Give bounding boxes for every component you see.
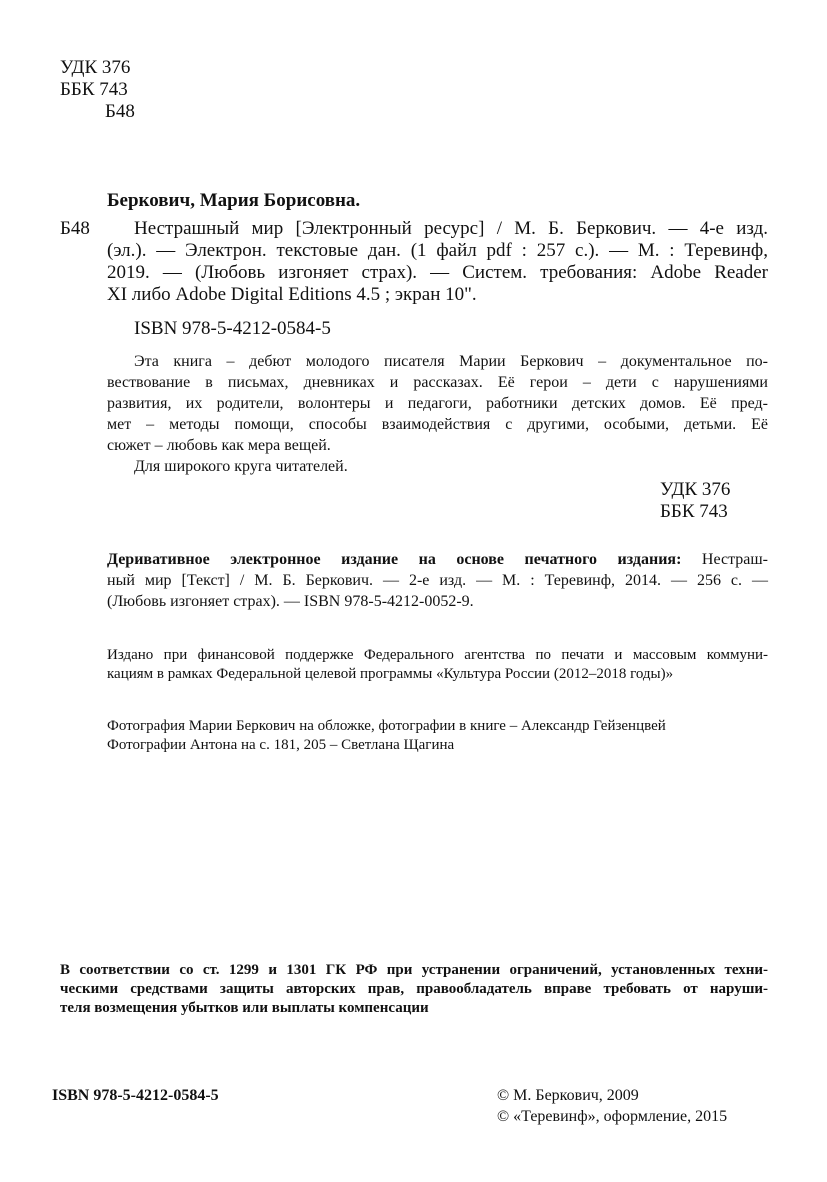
derivative-rest: Нестраш- — [681, 551, 769, 568]
annotation-line: сюжет – любовь как мера вещей. — [107, 437, 331, 454]
author-mark: Б48 — [105, 101, 135, 122]
bbk-code: ББК 743 — [60, 79, 128, 100]
record-mark: Б48 — [60, 218, 90, 239]
record-author: Беркович, Мария Борисовна. — [107, 190, 361, 211]
copyright-design: © «Теревинф», оформление, 2015 — [497, 1108, 728, 1125]
top-classification — [60, 57, 135, 123]
audience-note: Для широкого круга читателей. — [134, 458, 348, 475]
funding-line: кациям в рамках Федеральной целевой программы «Культура России (2012–2018 годы)» — [107, 666, 674, 682]
record-description — [107, 218, 768, 306]
annotation-line: Эта книга – дебют молодого писателя Марии Беркович – документальное по- — [134, 353, 768, 370]
derivative-lead: Деривативное электронное издание на основе печатного издания: — [107, 551, 682, 568]
copyright-author: © М. Беркович, 2009 — [497, 1087, 639, 1104]
funding-line: Издано при финансовой поддержке Федерального агентства по печати и массовым коммуни- — [107, 647, 768, 663]
photo-credit-line: Фотографии Антона на с. 181, 205 – Светлана Щагина — [107, 737, 455, 753]
legal-notice — [60, 961, 768, 1018]
record-line: 2019. — (Любовь изгоняет страх). — Систем. требования: Adobe Reader — [107, 262, 768, 283]
derivative-note — [107, 549, 768, 612]
udk-code-right: УДК 376 — [660, 479, 731, 500]
record-line: XI либо Adobe Digital Editions 4.5 ; экран 10". — [107, 284, 477, 305]
footer-isbn: ISBN 978-5-4212-0584-5 — [52, 1087, 219, 1104]
record-line: (эл.). — Электрон. текстовые дан. (1 файл pdf : 257 с.). — М. : Теревинф, — [107, 240, 768, 261]
derivative-line — [107, 549, 768, 570]
annotation — [107, 351, 768, 477]
right-classification — [660, 479, 764, 523]
legal-line: ческими средствами защиты авторских прав, правообладатель вправе требовать от наруши- — [60, 981, 768, 997]
legal-line: теля возмещения убытков или выплаты компенсации — [60, 1000, 429, 1016]
annotation-line: мет – методы помощи, способы взаимодействия с другими, особыми, детьми. Её — [107, 416, 768, 433]
derivative-line: (Любовь изгоняет страх). — ISBN 978-5-4212-0052-9. — [107, 593, 474, 610]
record-isbn: ISBN 978-5-4212-0584-5 — [134, 318, 331, 339]
bbk-code-right: ББК 743 — [660, 501, 728, 522]
derivative-line: ный мир [Текст] / М. Б. Беркович. — 2-е изд. — М. : Теревинф, 2014. — 256 с. — — [107, 572, 768, 589]
photo-credits — [107, 717, 666, 755]
funding-note — [107, 646, 768, 684]
annotation-line: развития, их родители, волонтеры и педагоги, работники детских домов. Её пред- — [107, 395, 768, 412]
copyright-block — [497, 1085, 727, 1127]
annotation-line: вествование в письмах, дневниках и рассказах. Её герои – дети с нарушениями — [107, 374, 768, 391]
record-line: Нестрашный мир [Электронный ресурс] / М. Б. Беркович. — 4-е изд. — [134, 218, 768, 239]
legal-line: В соответствии со ст. 1299 и 1301 ГК РФ при устранении ограничений, установленных техни- — [60, 962, 768, 978]
udk-code: УДК 376 — [60, 57, 131, 78]
photo-credit-line: Фотография Марии Беркович на обложке, фотографии в книге – Александр Гейзенцвей — [107, 718, 666, 734]
